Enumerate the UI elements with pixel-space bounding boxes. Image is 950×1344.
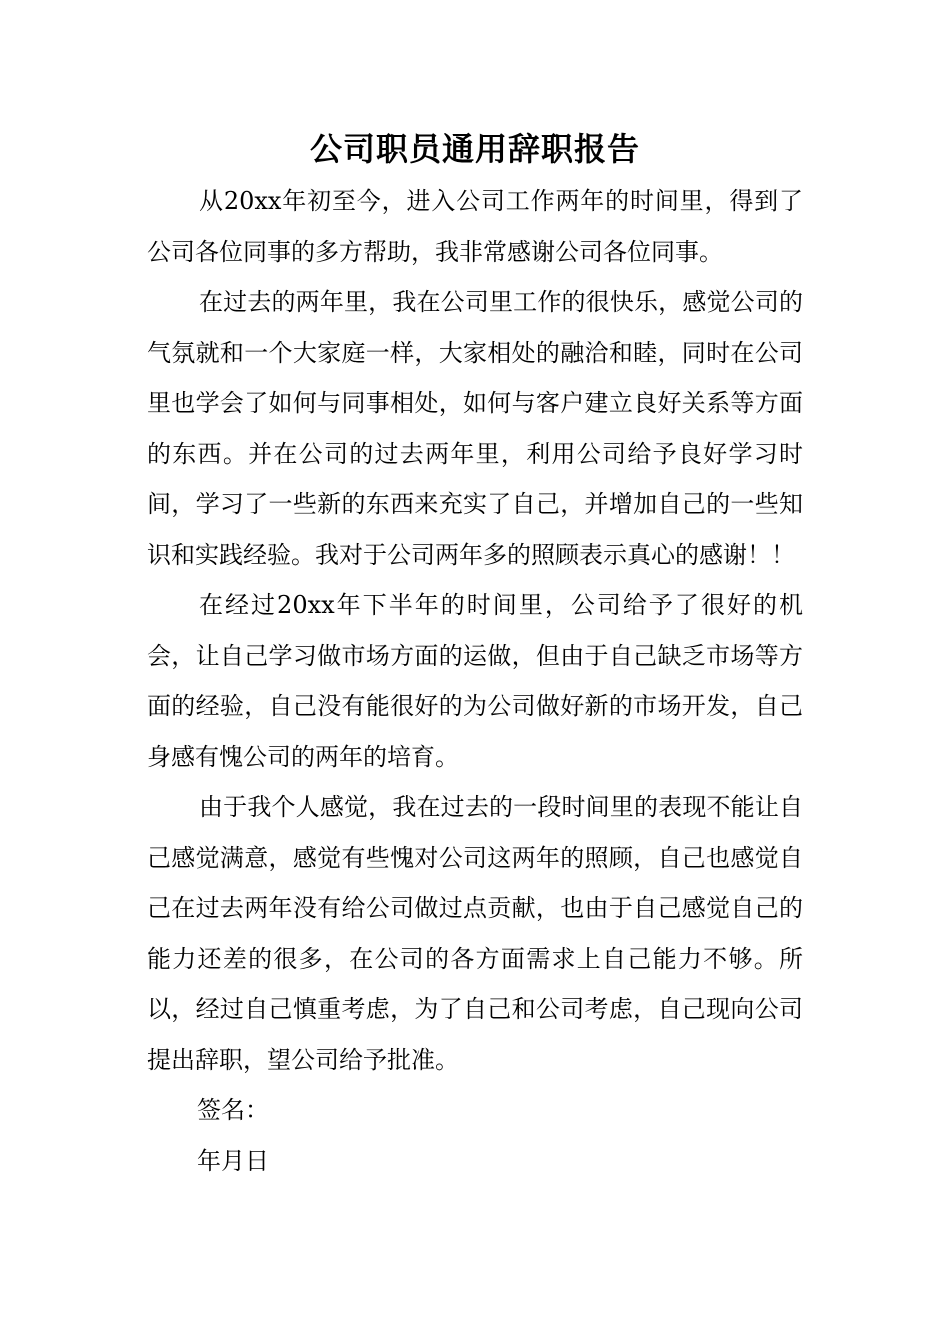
document-body [147,122,803,1186]
signature-line: 签名： [197,1096,269,1124]
paragraph-resignation-reason: 由于我个人感觉，我在过去的一段时间里的表现不能让自己感觉满意，感觉有些愧对公司这两年的照顾，自己也感觉自己在过去两年没有给公司做过点贡献，也由于自己感觉自己的能力还差的很多，在公司的各方面需求上自己能力不够。所以，经过自己慎重考虑，为了自己和公司考虑，自己现向公司提出辞职，望公司给予批准。 [147,793,803,1074]
date-line: 年月日 [197,1146,269,1175]
document-title: 公司职员通用辞职报告 [309,130,640,168]
paragraph-market-work: 在经过20xx年下半年的时间里，公司给予了很好的机会，让自己学习做市场方面的运做，但由于自己缺乏市场等方面的经验，自己没有能很好的为公司做好新的市场开发，自己身感有愧公司的两年的培育。 [147,591,803,771]
paragraph-experience: 在过去的两年里，我在公司里工作的很快乐，感觉公司的气氛就和一个大家庭一样，大家相处的融洽和睦，同时在公司里也学会了如何与同事相处，如何与客户建立良好关系等方面的东西。并在公司的过去两年里，利用公司给予良好学习时间，学习了一些新的东西来充实了自己，并增加自己的一些知识和实践经验。我对于公司两年多的照顾表示真心的感谢！！ [147,288,803,569]
paragraph-intro: 从20xx年初至今，进入公司工作两年的时间里，得到了公司各位同事的多方帮助，我非常感谢公司各位同事。 [147,187,803,266]
